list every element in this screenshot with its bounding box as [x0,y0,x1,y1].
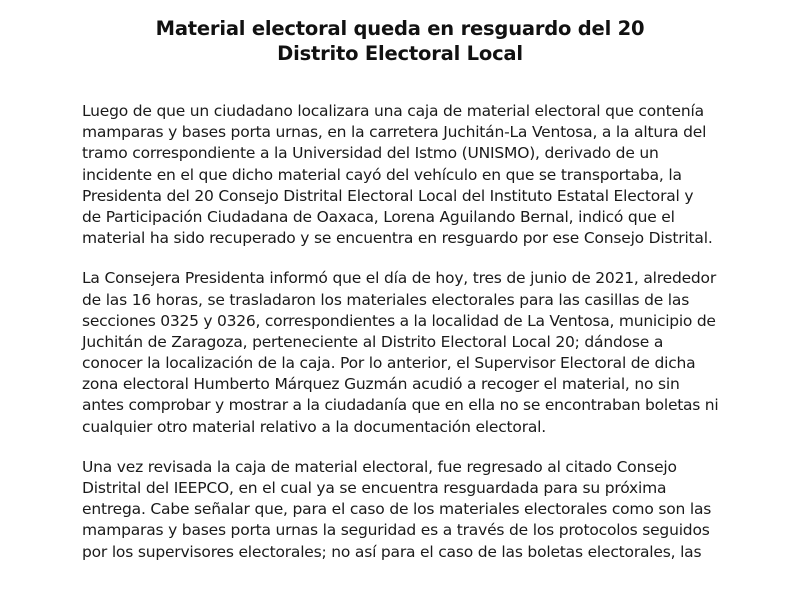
paragraph-line: conocer la localización de la caja. Por lo anterior, el Supervisor Electoral de dicha [82,354,696,373]
paragraph [82,457,718,563]
paragraph-line: La Consejera Presidenta informó que el día de hoy, tres de junio de 2021, alrededor [82,269,717,288]
paragraph-line: incidente en el que dicho material cayó del vehículo en que se transportaba, la [82,165,682,184]
paragraph-line: de Participación Ciudadana de Oaxaca, Lorena Aguilando Bernal, indicó que el [82,207,675,226]
paragraph-line: Presidenta del 20 Consejo Distrital Electoral Local del Instituto Estatal Electoral y [82,186,694,205]
paragraph-line: mamparas y bases porta urnas, en la carretera Juchitán-La Ventosa, a la altura del [82,123,707,142]
paragraph-line: tramo correspondiente a la Universidad del Istmo (UNISMO), derivado de un [82,144,659,163]
paragraph [82,101,718,249]
paragraph-line: cualquier otro material relativo a la documentación electoral. [82,417,547,436]
paragraph-line: secciones 0325 y 0326, correspondientes a la localidad de La Ventosa, municipio de [82,311,716,330]
paragraph-line: antes comprobar y mostrar a la ciudadanía que en ella no se encontraban boletas ni [82,396,719,415]
title-line: Material electoral queda en resguardo del 20 [155,17,645,40]
paragraph-line: Luego de que un ciudadano localizara una caja de material electoral que contenía [82,102,704,120]
paragraph-line: por los supervisores electorales; no así para el caso de las boletas electorales, las [82,542,702,561]
paragraph-line: mamparas y bases porta urnas la seguridad es a través de los protocolos seguidos [82,521,710,540]
paragraph [82,268,718,438]
paragraph-line: zona electoral Humberto Márquez Guzmán acudió a recoger el material, no sin [82,375,680,394]
paragraph-line: Juchitán de Zaragoza, perteneciente al Distrito Electoral Local 20; dándose a [82,332,664,351]
paragraph-line: entrega. Cabe señalar que, para el caso de los materiales electorales como son las [82,500,712,519]
document-body [82,101,718,563]
paragraph-line: material ha sido recuperado y se encuentra en resguardo por ese Consejo Distrital. [82,229,713,248]
paragraph-line: de las 16 horas, se trasladaron los materiales electorales para las casillas de las [82,290,690,309]
paragraph-line: Distrital del IEEPCO, en el cual ya se encuentra resguardada para su próxima [82,479,667,497]
title-line: Distrito Electoral Local [277,42,523,65]
paragraph-line: Una vez revisada la caja de material electoral, fue regresado al citado Consejo [82,457,677,476]
document-title [82,16,718,66]
